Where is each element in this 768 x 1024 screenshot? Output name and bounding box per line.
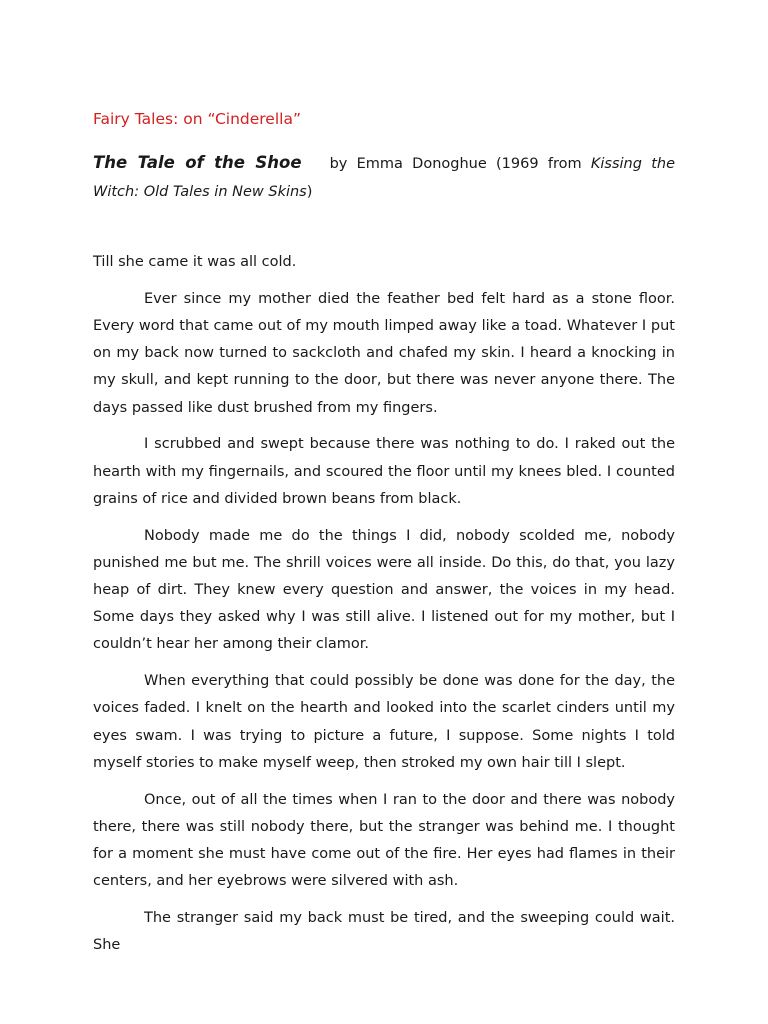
story-title: The Tale of the Shoe xyxy=(93,153,302,172)
paragraph-3: I scrubbed and swept because there was nothing to do. I raked out the hearth with my fingernails, and scoured the floor until my knees bled. I counted grains of rice and divided brown beans from black. xyxy=(93,436,675,507)
byline-suffix: ) xyxy=(306,184,313,200)
story-heading xyxy=(93,149,675,206)
paragraph-5: When everything that could possibly be done was done for the day, the voices faded. I knelt on the hearth and looked into the scarlet cinders until my eyes swam. I was trying to picture a future, I suppose. Some nights I told myself stories to make myself weep, then stroked my own hair till I slept. xyxy=(93,673,675,771)
paragraph-1: Till she came it was all cold. xyxy=(93,254,297,270)
byline-prefix: by Emma Donoghue (1969 from xyxy=(329,156,591,172)
story-body xyxy=(93,249,675,954)
paragraph-2: Ever since my mother died the feather bed felt hard as a stone floor. Every word that came out of my mouth limped away like a toad. Whatever I put on my back now turned to sackcloth and chafed my skin. I heard a knocking in my skull, and kept running to the door, but there was never anyone there. The days passed like dust brushed from my fingers. xyxy=(93,290,675,416)
book-title: Kissing the Witch: Old Tales in New Skins xyxy=(93,156,675,200)
paragraph-4: Nobody made me do the things I did, nobody scolded me, nobody punished me but me. The shrill voices were all inside. Do this, do that, you lazy heap of dirt. They knew every question and answer, the voices in my head. Some days they asked why I was still alive. I listened out for my mother, but I couldn’t hear her among their clamor. xyxy=(93,527,675,653)
section-title: Fairy Tales: on “Cinderella” xyxy=(93,110,301,128)
paragraph-7: The stranger said my back must be tired, and the sweeping could wait. She xyxy=(93,910,675,954)
paragraph-6: Once, out of all the times when I ran to the door and there was nobody there, there was still nobody there, but the stranger was behind me. I thought for a moment she must have come out of the fire. Her eyes had flames in their centers, and her eyebrows were silvered with ash. xyxy=(93,791,675,890)
